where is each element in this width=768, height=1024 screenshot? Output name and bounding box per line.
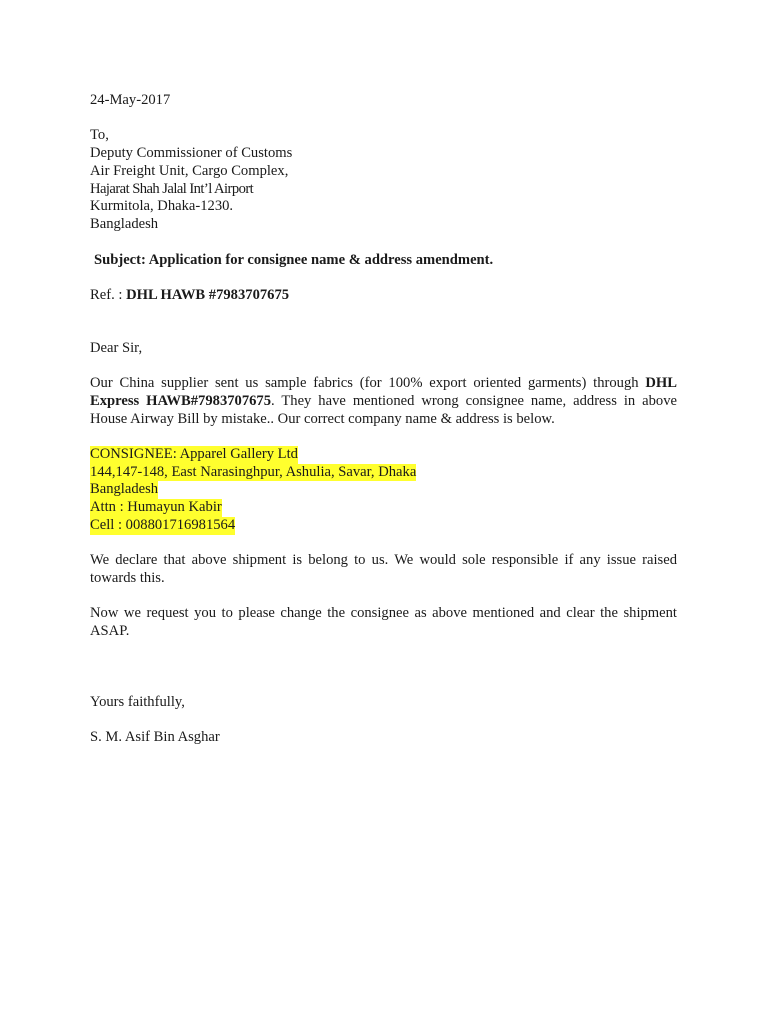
- reference-line: [90, 287, 677, 305]
- body-paragraph-1-bold: DHL Express HAWB#7983707675: [90, 374, 677, 409]
- consignee-line-5: Cell : 008801716981564: [90, 517, 236, 534]
- consignee-block: [90, 446, 677, 535]
- reference-value: DHL HAWB #7983707675: [126, 286, 290, 303]
- closing: Yours faithfully,: [90, 694, 185, 711]
- to-label: To,: [90, 127, 109, 144]
- body-paragraph-1-part-2: . They have mentioned wrong consignee name, address in above House Airway Bill by mistake.. Our correct company name & address is below.: [90, 392, 678, 427]
- body-paragraph-1: [90, 375, 677, 428]
- body-paragraph-1-part-1: Our China supplier sent us sample fabrics (for 100% export oriented garments) through: [90, 374, 646, 391]
- subject-line: Subject: Application for consignee name & address amendment.: [94, 251, 494, 268]
- consignee-line-1: CONSIGNEE: Apparel Gallery Ltd: [90, 445, 298, 462]
- body-paragraph-2: We declare that above shipment is belong to us. We would sole responsible if any issue raised towards this.: [90, 552, 677, 587]
- consignee-line-3: Bangladesh: [90, 481, 159, 498]
- recipient-line-1: Deputy Commissioner of Customs: [90, 145, 293, 162]
- recipient-line-3: Hajarat Shah Jalal Int’l Airport: [90, 180, 254, 197]
- reference-label: Ref. :: [90, 286, 127, 303]
- recipient-line-2: Air Freight Unit, Cargo Complex,: [90, 162, 289, 179]
- consignee-line-2: 144,147-148, East Narasinghpur, Ashulia, Savar, Dhaka: [90, 463, 417, 480]
- body-paragraph-3: Now we request you to please change the consignee as above mentioned and clear the shipment ASAP.: [90, 605, 677, 640]
- recipient-line-5: Bangladesh: [90, 216, 159, 233]
- signature-name: S. M. Asif Bin Asghar: [90, 729, 220, 746]
- recipient-line-4: Kurmitola, Dhaka-1230.: [90, 198, 234, 215]
- consignee-line-4: Attn : Humayun Kabir: [90, 499, 222, 516]
- letter-page: [90, 92, 677, 747]
- recipient-address: [90, 127, 677, 234]
- salutation: Dear Sir,: [90, 339, 143, 356]
- letter-date: 24-May-2017: [90, 92, 171, 108]
